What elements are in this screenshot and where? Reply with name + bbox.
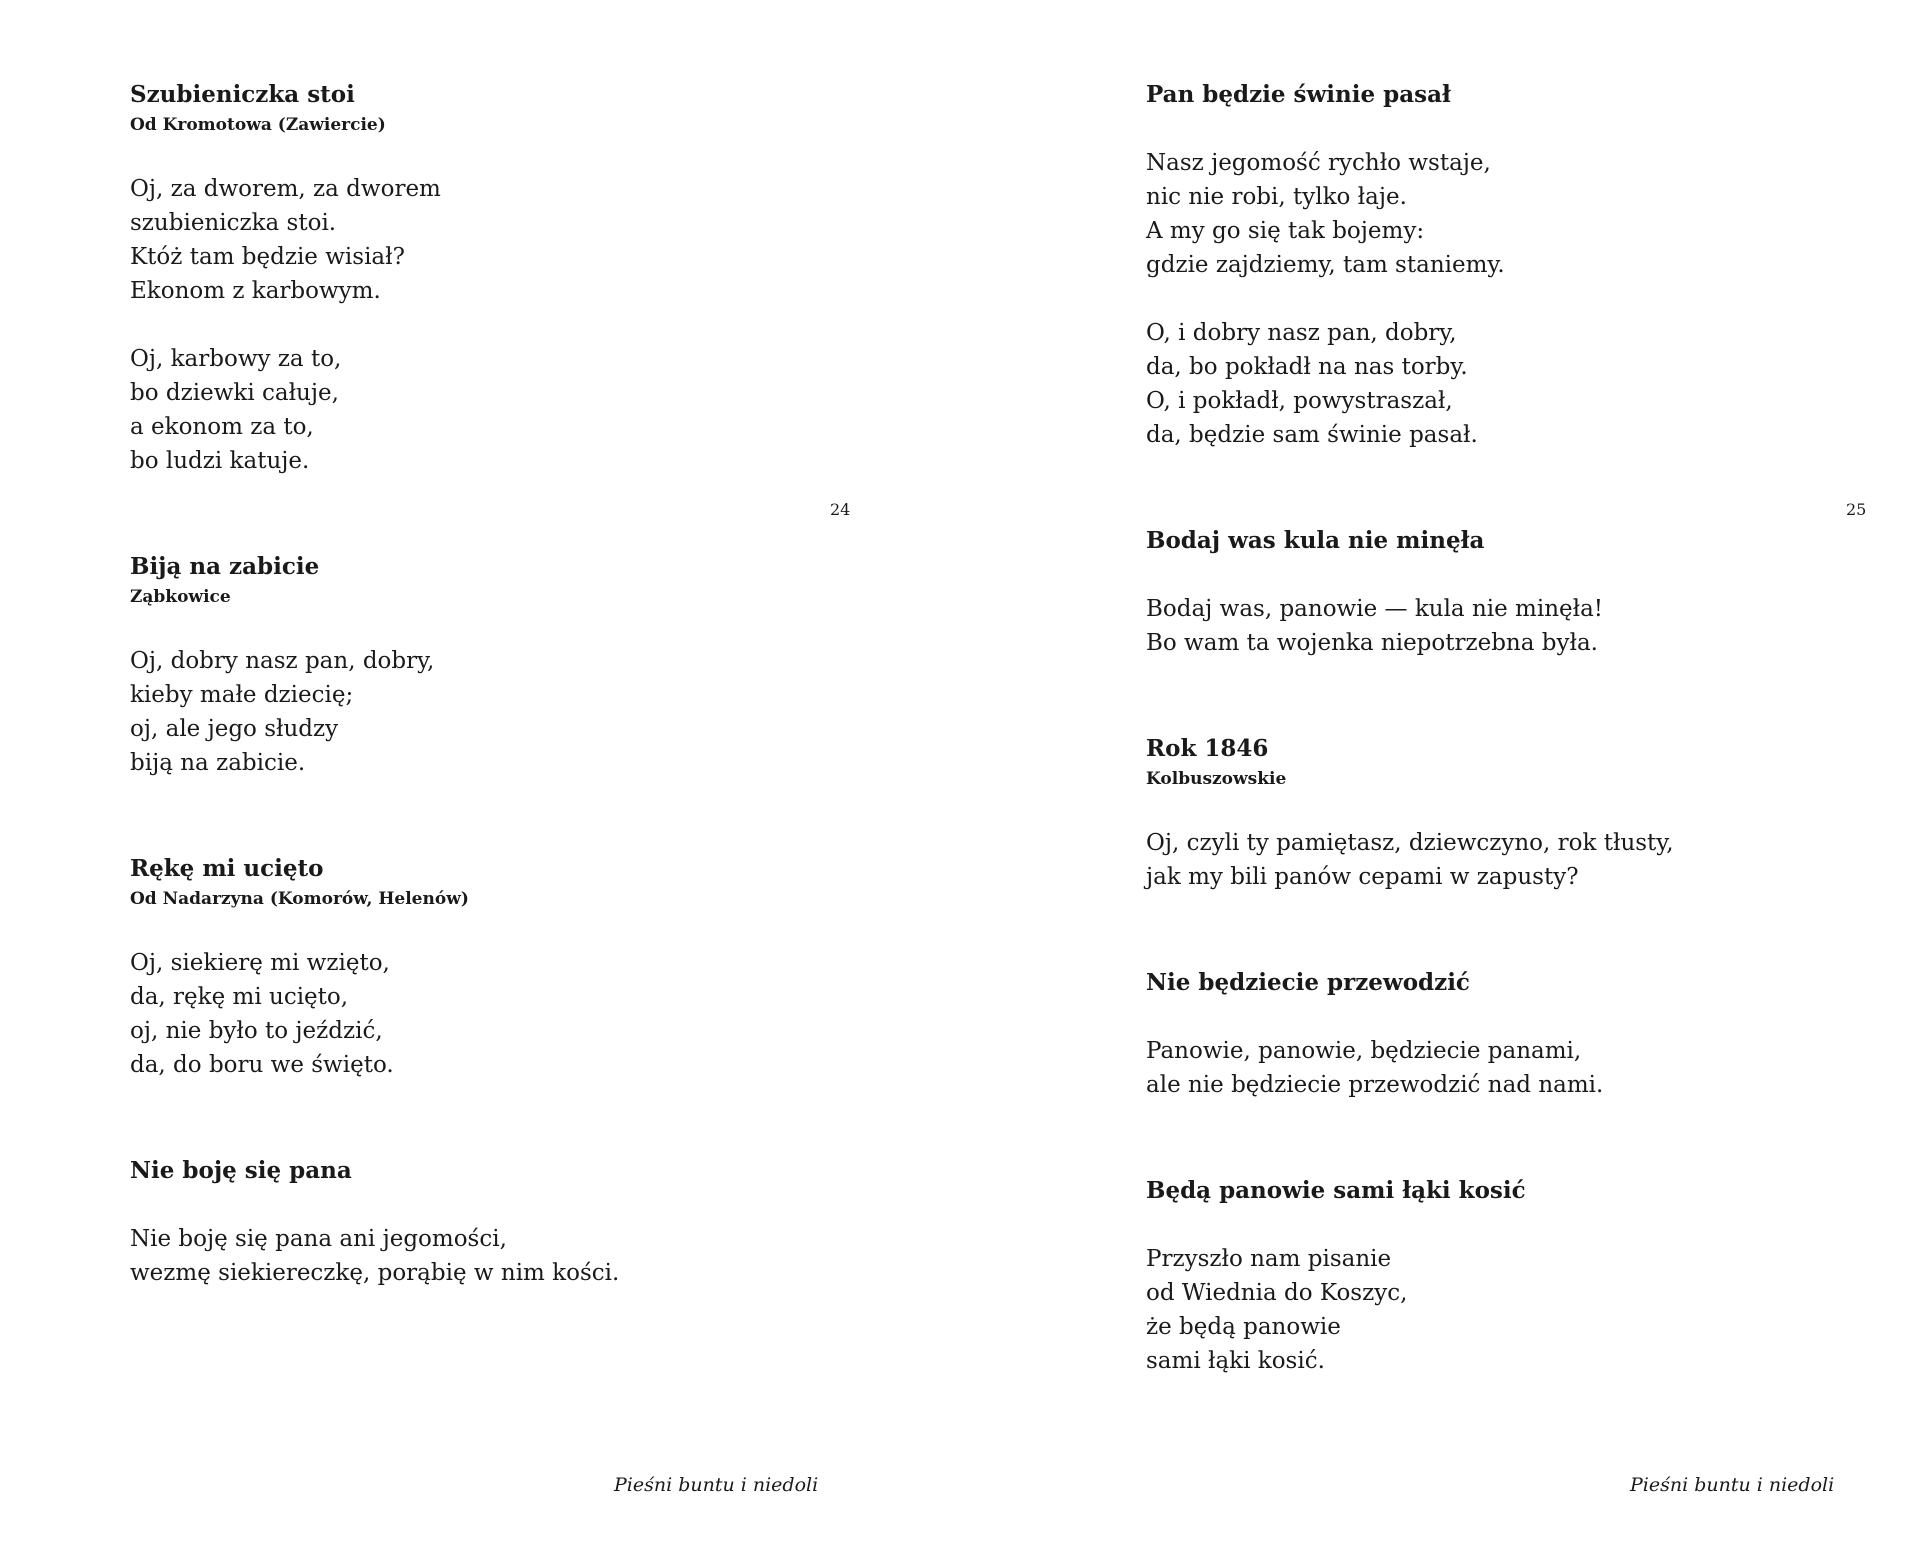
verse-line: biją na zabicie.: [130, 750, 306, 776]
verse-line: Oj, siekierę mi wzięto,: [130, 950, 390, 976]
verse-line: Bo wam ta wojenka niepotrzebna była.: [1146, 630, 1598, 656]
page-number: 24: [830, 500, 851, 519]
verse-line: bo ludzi katuje.: [130, 448, 310, 474]
song-origin: Od Nadarzyna (Komorów, Helenów): [130, 889, 469, 909]
song: [130, 78, 850, 478]
song-text: [1146, 1034, 1866, 1102]
verse-line: Nie boję się pana ani jegomości,: [130, 1226, 507, 1252]
verse-line: nic nie robi, tylko łaje.: [1146, 184, 1407, 210]
right-page: [1016, 0, 1920, 1551]
stanza: [1146, 592, 1866, 660]
verse-line: gdzie zajdziemy, tam staniemy.: [1146, 252, 1505, 278]
song-title: Bodaj was kula nie minęła: [1146, 527, 1485, 554]
verse-line: da, będzie sam świnie pasał.: [1146, 422, 1478, 448]
song: [1146, 732, 1866, 894]
song-text: [130, 172, 850, 478]
right-page-column: [1146, 78, 1866, 1378]
running-footer: Pieśni buntu i niedoli: [1630, 1474, 1835, 1496]
song: [130, 550, 850, 780]
running-footer: Pieśni buntu i niedoli: [614, 1474, 819, 1496]
song-text: [1146, 146, 1866, 452]
song-origin: Od Kromotowa (Zawiercie): [130, 115, 386, 135]
song: [1146, 966, 1866, 1102]
song: [130, 852, 850, 1082]
verse-line: Nasz jegomość rychło wstaje,: [1146, 150, 1491, 176]
stanza: [130, 172, 850, 308]
verse-line: Przyszło nam pisanie: [1146, 1246, 1392, 1272]
verse-line: Oj, dobry nasz pan, dobry,: [130, 648, 435, 674]
stanza: [1146, 146, 1866, 282]
stanza: [1146, 1242, 1866, 1378]
verse-line: szubieniczka stoi.: [130, 210, 337, 236]
verse-line: Oj, za dworem, za dworem: [130, 176, 441, 202]
verse-line: jak my bili panów cepami w zapusty?: [1146, 864, 1579, 890]
left-page-column: [130, 78, 850, 1290]
song-text: [1146, 1242, 1866, 1378]
song: [1146, 524, 1866, 660]
verse-line: ale nie będziecie przewodzić nad nami.: [1146, 1072, 1604, 1098]
song: [1146, 78, 1866, 452]
stanza: [1146, 316, 1866, 452]
verse-line: da, bo pokładł na nas torby.: [1146, 354, 1468, 380]
verse-line: sami łąki kosić.: [1146, 1348, 1325, 1374]
verse-line: oj, ale jego słudzy: [130, 716, 339, 742]
verse-line: od Wiednia do Koszyc,: [1146, 1280, 1408, 1306]
song: [130, 1154, 850, 1290]
page-number: 25: [1846, 500, 1867, 519]
verse-line: Panowie, panowie, będziecie panami,: [1146, 1038, 1582, 1064]
song-title: Rękę mi ucięto: [130, 855, 324, 882]
stanza: [1146, 1034, 1866, 1102]
song-text: [130, 946, 850, 1082]
verse-line: a ekonom za to,: [130, 414, 314, 440]
verse-line: Oj, karbowy za to,: [130, 346, 342, 372]
stanza: [130, 342, 850, 478]
stanza: [130, 1222, 850, 1290]
song-title: Nie będziecie przewodzić: [1146, 969, 1470, 996]
song-title: Szubieniczka stoi: [130, 81, 355, 108]
song-origin: Kolbuszowskie: [1146, 769, 1287, 789]
verse-line: że będą panowie: [1146, 1314, 1341, 1340]
verse-line: O, i pokładł, powystraszał,: [1146, 388, 1453, 414]
verse-line: oj, nie było to jeździć,: [130, 1018, 383, 1044]
verse-line: Bodaj was, panowie — kula nie minęła!: [1146, 596, 1604, 622]
verse-line: Oj, czyli ty pamiętasz, dziewczyno, rok tłusty,: [1146, 830, 1674, 856]
song-title: Nie boję się pana: [130, 1157, 352, 1184]
song-origin: Ząbkowice: [130, 587, 231, 607]
verse-line: Ekonom z karbowym.: [130, 278, 381, 304]
verse-line: da, rękę mi ucięto,: [130, 984, 349, 1010]
song-text: [130, 644, 850, 780]
song-title: Rok 1846: [1146, 735, 1269, 762]
stanza: [130, 946, 850, 1082]
song-text: [1146, 592, 1866, 660]
stanza: [130, 644, 850, 780]
song-text: [1146, 826, 1866, 894]
verse-line: A my go się tak bojemy:: [1146, 218, 1425, 244]
verse-line: bo dziewki całuje,: [130, 380, 339, 406]
song-text: [130, 1222, 850, 1290]
verse-line: kieby małe dziecię;: [130, 682, 354, 708]
song: [1146, 1174, 1866, 1378]
stanza: [1146, 826, 1866, 894]
verse-line: Któż tam będzie wisiał?: [130, 244, 405, 270]
song-title: Będą panowie sami łąki kosić: [1146, 1177, 1526, 1204]
verse-line: wezmę siekiereczkę, porąbię w nim kości.: [130, 1260, 620, 1286]
verse-line: da, do boru we święto.: [130, 1052, 394, 1078]
song-title: Pan będzie świnie pasał: [1146, 81, 1451, 108]
verse-line: O, i dobry nasz pan, dobry,: [1146, 320, 1457, 346]
song-title: Biją na zabicie: [130, 553, 320, 580]
